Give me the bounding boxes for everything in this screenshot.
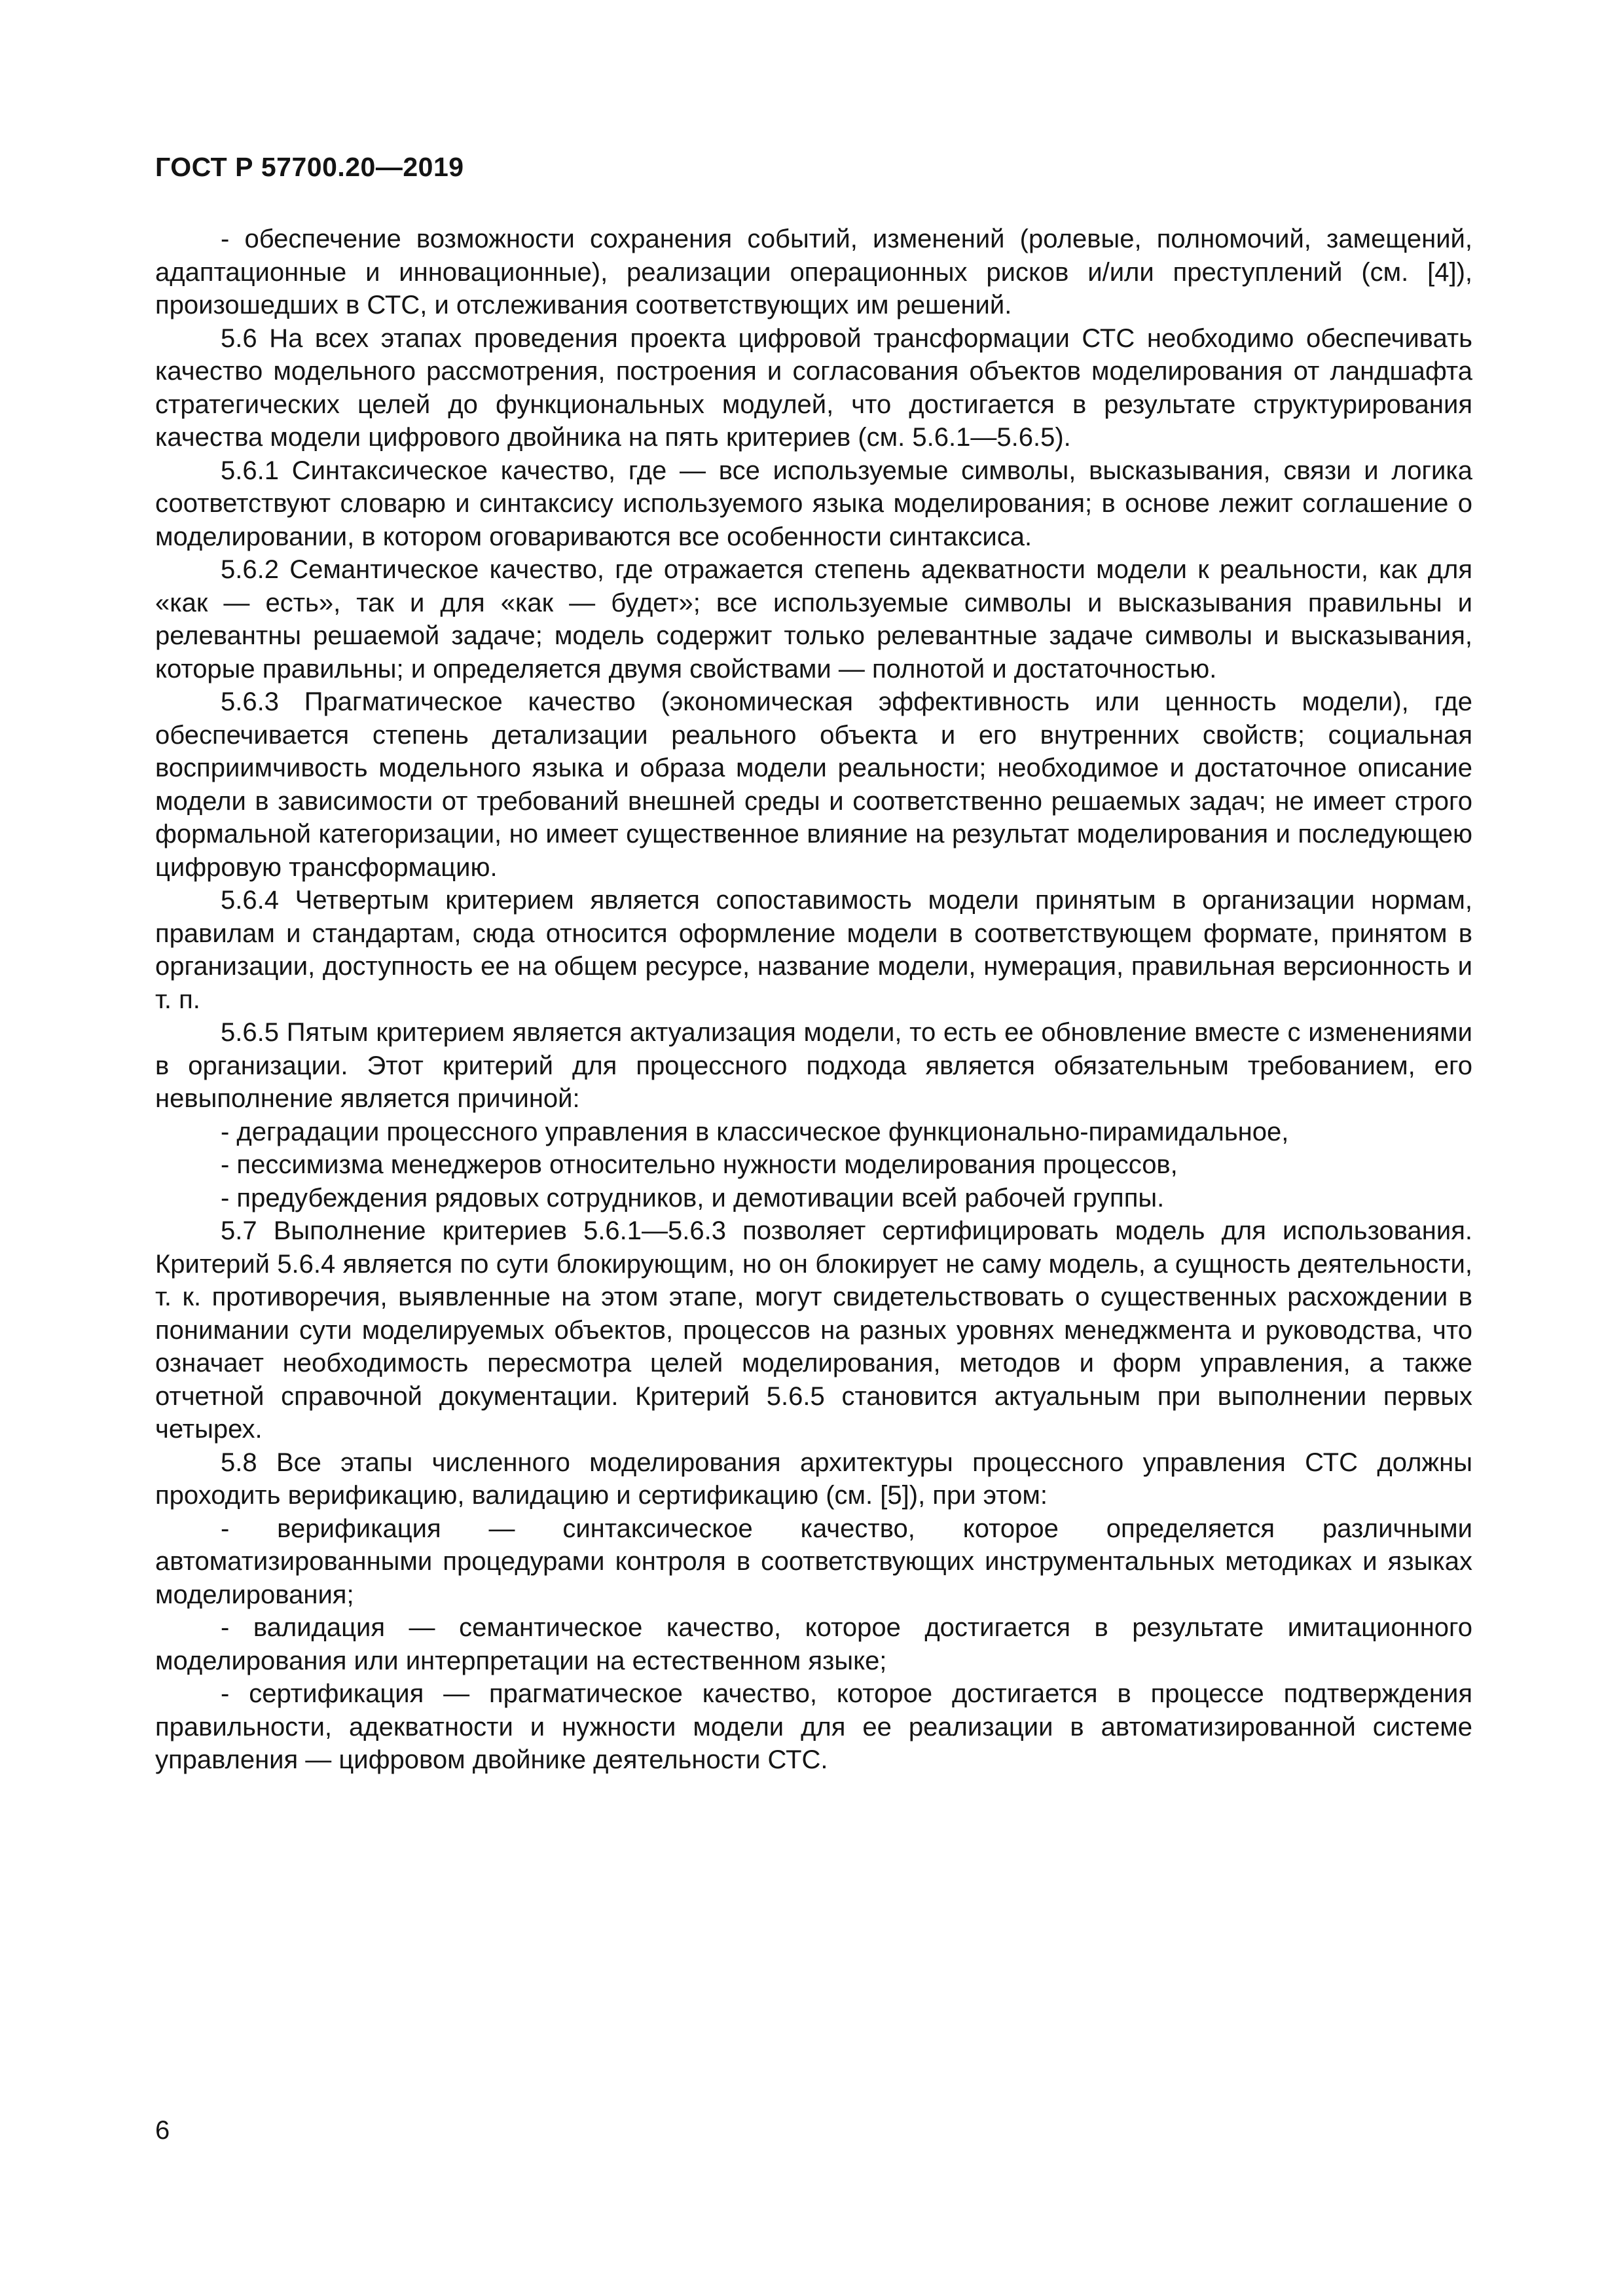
list-item: - валидация — семантическое качество, которое достигается в результате имитационного моделирования или интерпретации на естественном языке;	[155, 1613, 1472, 1675]
list-item: - деградации процессного управления в классическое функционально-пирамидальное,	[221, 1117, 1289, 1146]
page-number: 6	[155, 2116, 170, 2145]
paragraph: 5.6.1 Синтаксическое качество, где — все используемые символы, высказывания, связи и логика соответствуют словарю и синтаксису используемого языка моделирования; в основе лежит соглашение о моделировании, в котором оговариваются все особенности синтаксиса.	[155, 456, 1472, 551]
list-item: - предубеждения рядовых сотрудников, и демотивации всей рабочей группы.	[221, 1183, 1165, 1212]
paragraph: 5.6.5 Пятым критерием является актуализация модели, то есть ее обновление вместе с изменениями в организации. Этот критерий для процессного подхода является обязательным требованием, его невыполнение является причиной:	[155, 1018, 1472, 1113]
paragraph: 5.7 Выполнение критериев 5.6.1—5.6.3 позволяет сертифицировать модель для использования. Критерий 5.6.4 является по сути блокирующим, но он блокирует не саму модель, а сущность деятельности, т. к. противоречия, выявленные на этом этапе, могут свидетельствовать о существенных расхождении в понимании сути моделируемых объектов, процессов на разных уровнях менеджмента и руководства, что означает необходимость пересмотра целей моделирования, методов и форм управления, а также отчетной справочной документации. Критерий 5.6.5 становится актуальным при выполнении первых четырех.	[155, 1216, 1472, 1444]
paragraph: 5.6.4 Четвертым критерием является сопоставимость модели принятым в организации нормам, правилам и стандартам, сюда относится оформление модели в соответствующем формате, принятом в организации, доступность ее на общем ресурсе, название модели, нумерация, правильная версионность и т. п.	[155, 886, 1472, 1014]
list-item: - пессимизма менеджеров относительно нужности моделирования процессов,	[221, 1150, 1178, 1179]
document-body	[155, 223, 1472, 1777]
paragraph: - обеспечение возможности сохранения событий, изменений (ролевые, полномочий, замещений, адаптационные и инновационные), реализации операционных рисков и/или преступлений (см. [4]), произошедших в СТС, и отслеживания соответствующих им решений.	[155, 225, 1472, 319]
document-header: ГОСТ Р 57700.20—2019	[155, 152, 464, 182]
paragraph: 5.6 На всех этапах проведения проекта цифровой трансформации СТС необходимо обеспечивать качество модельного рассмотрения, построения и согласования объектов моделирования от ландшафта стратегических целей до функциональных модулей, что достигается в результате структурирования качества модели цифрового двойника на пять критериев (см. 5.6.1—5.6.5).	[155, 323, 1472, 452]
paragraph: 5.6.2 Семантическое качество, где отражается степень адекватности модели к реальности, как для «как — есть», так и для «как — будет»; все используемые символы и высказывания правильны и релевантны решаемой задаче; модель содержит только релевантные задаче символы и высказывания, которые правильны; и определяется двумя свойствами — полнотой и достаточностью.	[155, 555, 1472, 683]
paragraph: 5.8 Все этапы численного моделирования архитектуры процессного управления СТС должны проходить верификацию, валидацию и сертификацию (см. [5]), при этом:	[155, 1448, 1472, 1510]
paragraph: 5.6.3 Прагматическое качество (экономическая эффективность или ценность модели), где обеспечивается степень детализации реального объекта и его внутренних свойств; социальная восприимчивость модельного языка и образа модели реальности; необходимое и достаточное описание модели в зависимости от требований внешней среды и соответственно решаемых задач; не имеет строго формальной категоризации, но имеет существенное влияние на результат моделирования и последующею цифровую трансформацию.	[155, 687, 1472, 882]
list-item: - верификация — синтаксическое качество, которое определяется различными автоматизированными процедурами контроля в соответствующих инструментальных методиках и языках моделирования;	[155, 1514, 1472, 1609]
list-item: - сертификация — прагматическое качество, которое достигается в процессе подтверждения правильности, адекватности и нужности модели для ее реализации в автоматизированной системе управления — цифровом двойнике деятельности СТС.	[155, 1679, 1472, 1774]
